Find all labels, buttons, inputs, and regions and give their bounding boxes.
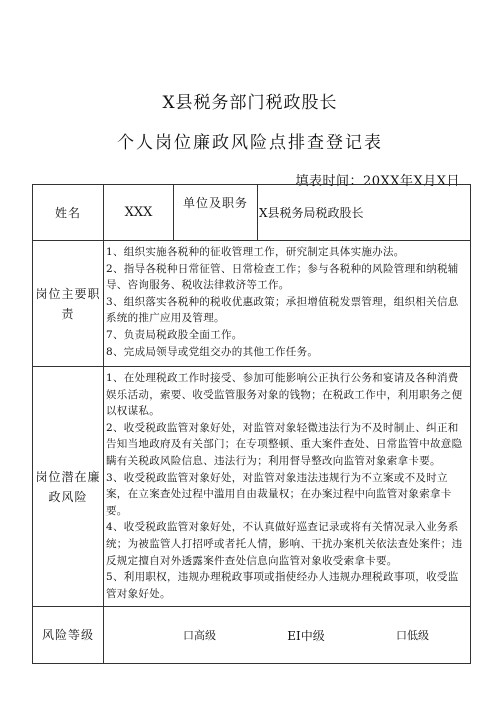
risk-item: 5、利用职权，违规办理税政事项或指使经办人违规办理税政事项，收受监管对象好处。: [106, 571, 459, 600]
risk-item: 4、收受税政监管对象好处，不认真做好巡查记录或将有关情况录入业务系统；为被监管人打招呼或者托人情，影响、干扰办案机关依法查处案件；违反规定擅自对外透露案件查处信息向监管对象收受索拿卡要。: [106, 521, 463, 567]
position-value: X县税务局税政股长: [258, 185, 471, 241]
document-title: X县税务部门税政股长: [162, 93, 338, 113]
duty-item: 8、完成局领导或党组交办的其他工作任务。: [106, 345, 319, 358]
risk-level-low-checkbox[interactable]: 口低级: [395, 629, 429, 643]
fill-date: 填表时间：20XX年X月X日: [295, 174, 460, 189]
name-value: XXX: [104, 185, 174, 241]
duty-item: 7、负责局税政股全面工作。: [106, 328, 243, 341]
document-subtitle: 个人岗位廉政风险点排查登记表: [117, 133, 383, 153]
risk-level-row: [33, 607, 471, 664]
position-label: 单位及职务: [174, 185, 258, 241]
risks-row: [33, 367, 471, 607]
duty-item: 2、指导各税种日常征管、日常检查工作；参与各税种的风险管理和纳税辅导、咨询服务、税收法律救济等工作。: [106, 262, 459, 292]
risk-level-options: [104, 607, 471, 664]
duties-row: [33, 241, 471, 367]
risks-list: [104, 367, 471, 607]
risk-level-label: 风险等级: [33, 607, 104, 664]
risk-item: 3、收受税政监管对象好处，对监管对象违法违规行为不立案或不及时立案，在立案查处过程中滥用自由裁量权；在办案过程中向监管对象索拿卡要。: [106, 471, 452, 517]
risk-item: 2、收受税政监管对象好处，对监管对象轻微违法行为不及时制止、纠正和告知当地政府及有关部门；在专项整顿、重大案件查处、日常监管中故意隐瞒有关税政风险信息、违法行为；利用督导整改向监管对象索拿卡要。: [106, 421, 463, 467]
risk-level-mid-checkbox[interactable]: EI中级: [287, 628, 325, 643]
risk-level-high-checkbox[interactable]: 口高级: [183, 629, 216, 643]
name-label: 姓名: [33, 185, 104, 241]
registration-form-table: [32, 184, 471, 664]
duty-item: 1、组织实施各税种的征收管理工作，研究制定具体实施办法。: [106, 246, 405, 258]
duties-list: [104, 241, 471, 367]
risk-item: 1、在处理税政工作时接受、参加可能影响公正执行公务和宴请及各种消费娱乐活动，索要、收受监管服务对象的钱物；在税政工作中，利用职务之便以权谋私。: [106, 372, 463, 418]
risks-label: 岗位潜在廉政风险: [33, 367, 104, 607]
duty-item: 3、组织落实各税种的税收优惠政策；承担增值税发票管理，组织相关信息系统的推广应用及管理。: [106, 295, 459, 325]
name-row: [33, 185, 471, 241]
duties-label: 岗位主要职责: [33, 241, 104, 367]
